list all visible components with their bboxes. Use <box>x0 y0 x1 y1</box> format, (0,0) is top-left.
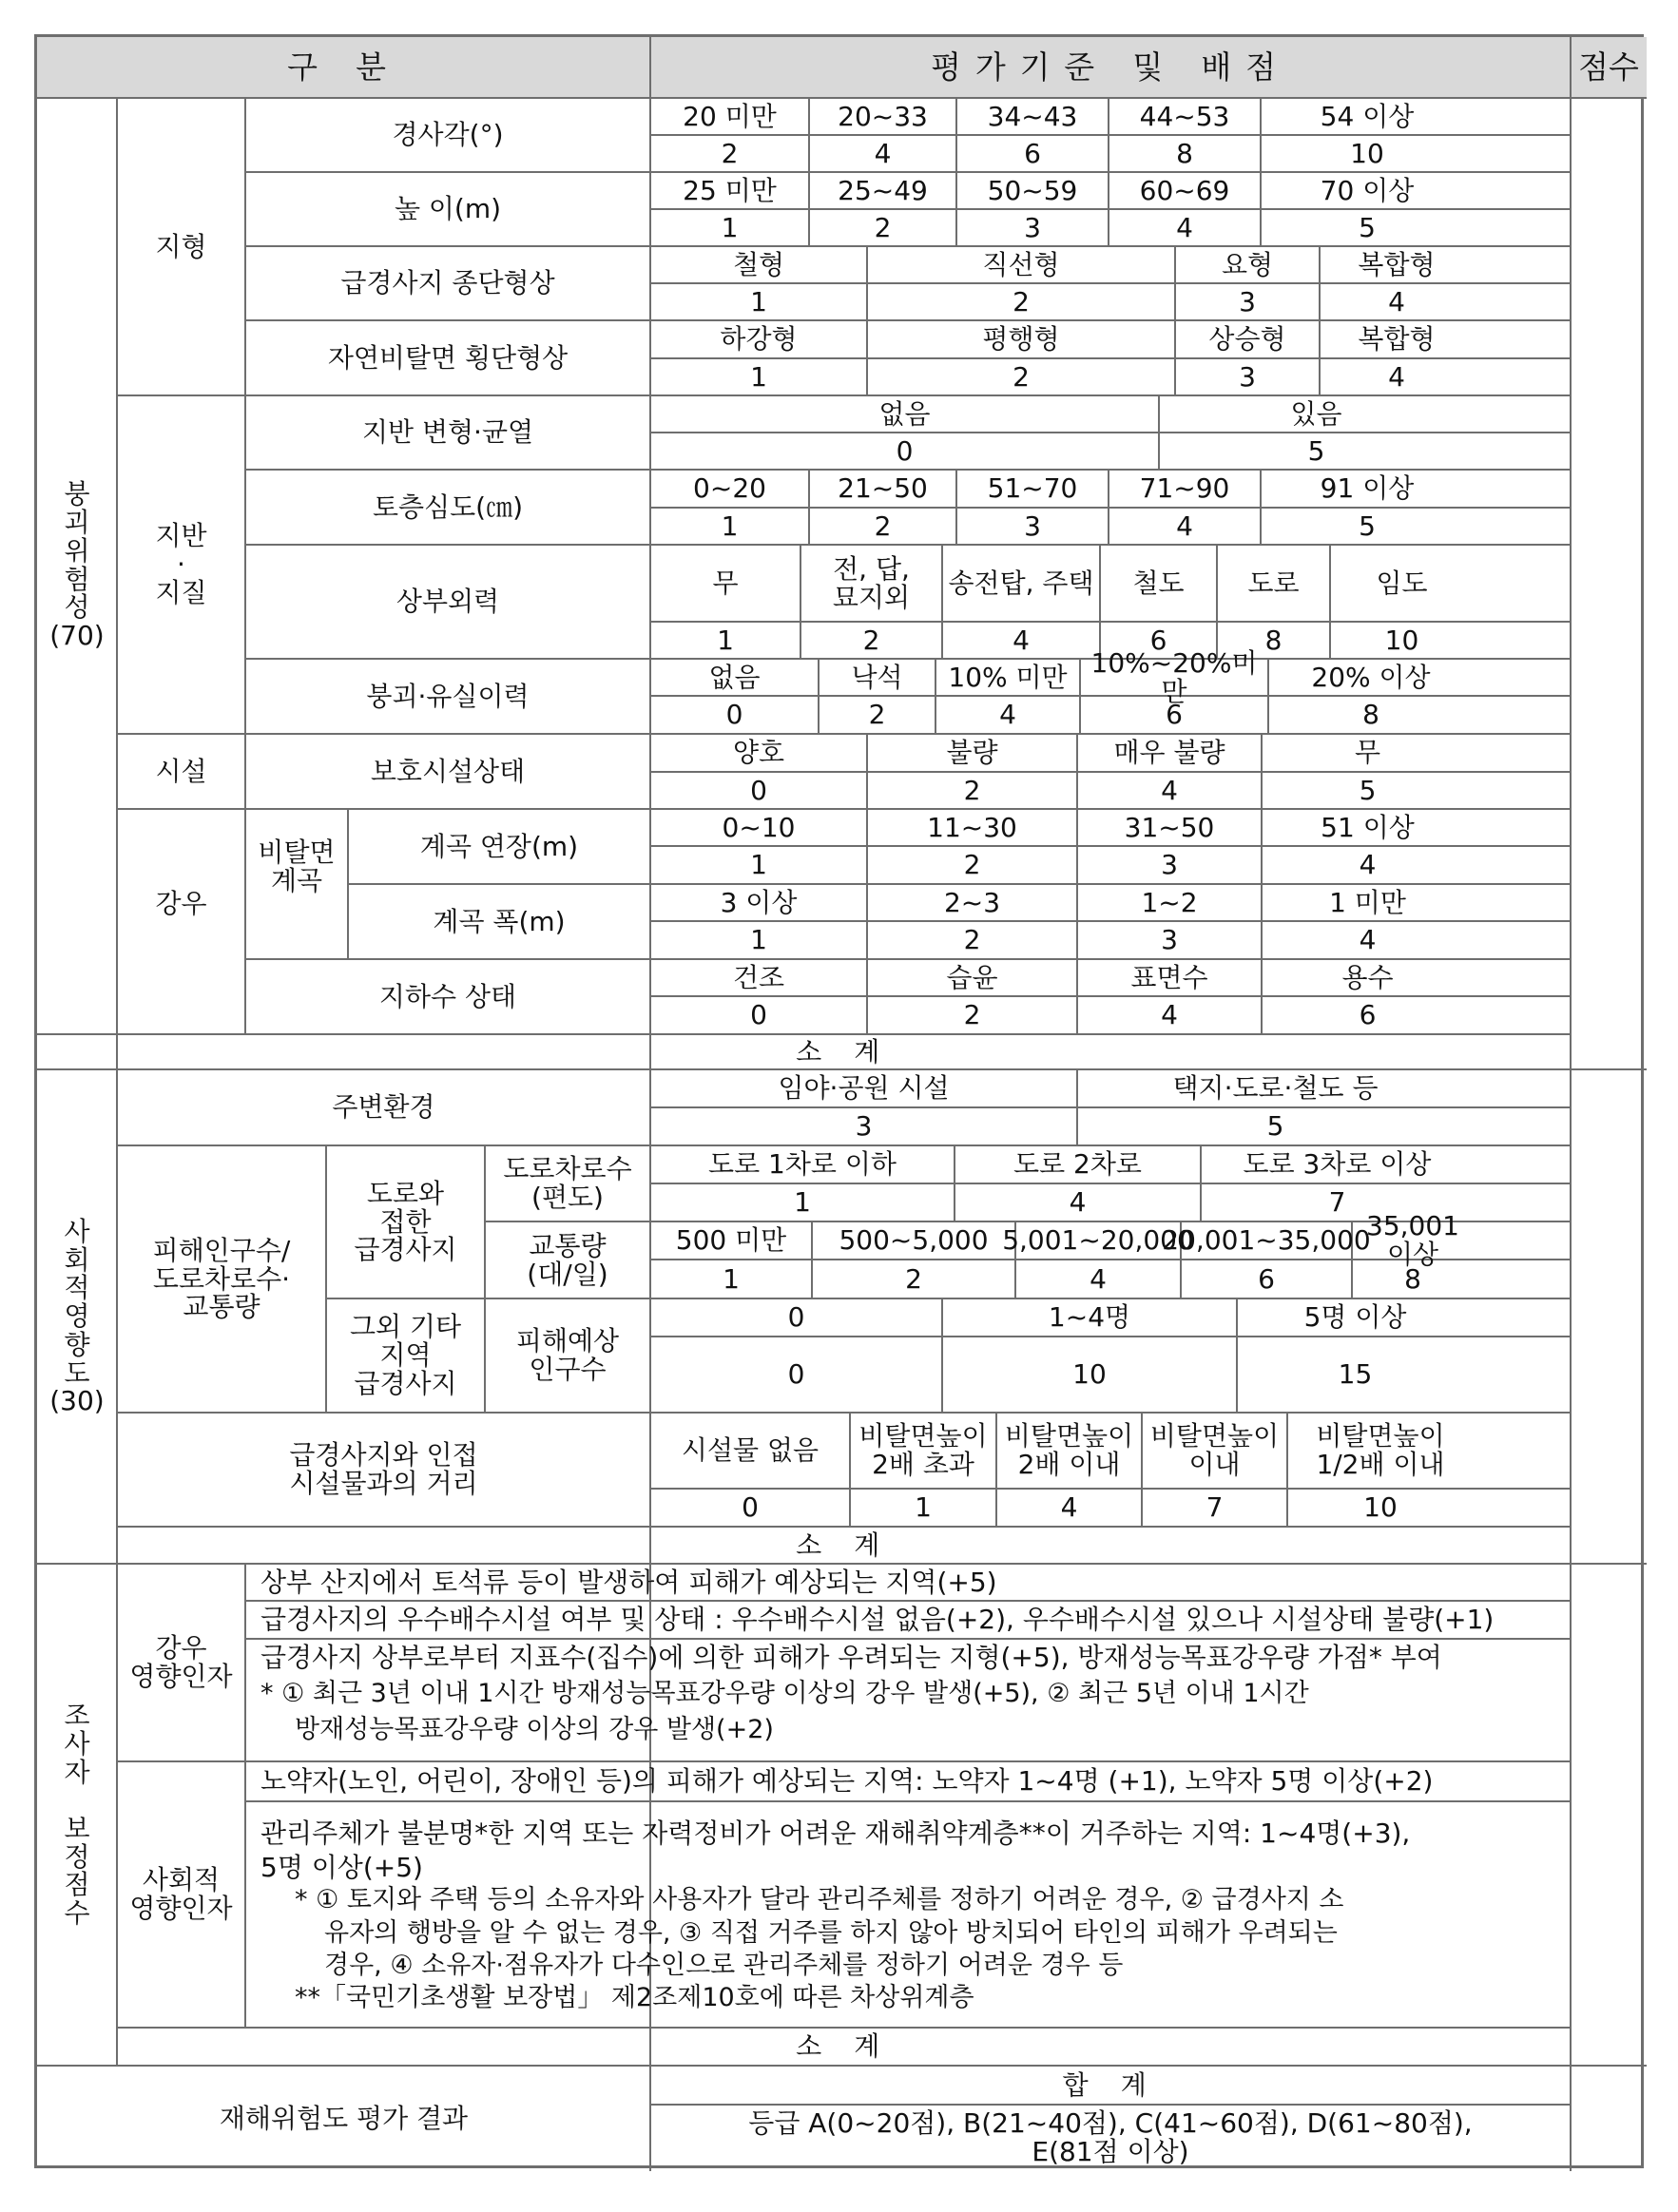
soil-depth-score: 4 <box>1176 510 1193 542</box>
social-factor-item: 5명 이상(+5) <box>260 1851 423 1883</box>
road-lanes-score: 7 <box>1328 1186 1346 1219</box>
risk-evaluation-sheet <box>34 34 1644 2168</box>
expected-population-option: 0 <box>787 1301 805 1334</box>
transverse-score: 2 <box>1013 360 1030 393</box>
rain-factor-item: 상부 산지에서 토석류 등이 발생하여 피해가 예상되는 지역(+5) <box>260 1566 997 1598</box>
height-option: 70 이상 <box>1320 174 1415 206</box>
soil-depth-label: 토층심도(㎝) <box>372 490 524 523</box>
social-impact-title: 사 회 적 영 향 도 (30) <box>49 1216 105 1417</box>
evaluation-result-label: 재해위험도 평가 결과 <box>219 2102 469 2134</box>
road-lanes-score: 1 <box>794 1186 811 1219</box>
road-lanes-option: 도로 2차로 <box>1013 1148 1142 1181</box>
social-factor-item: 관리주체가 불분명*한 지역 또는 자력정비가 어려운 재해취약계층**이 거주하는 지역: 1~4명(+3), <box>260 1818 1411 1850</box>
valley-width-score: 2 <box>963 924 981 956</box>
damage-population-label: 피해인구수/ 도로차로수· 교통량 <box>152 1234 291 1323</box>
traffic-score: 6 <box>1258 1262 1275 1295</box>
valley-length-score: 4 <box>1359 849 1377 881</box>
external-force-option: 송전탑, 주택 <box>948 567 1094 599</box>
road-lanes-option: 도로 3차로 이상 <box>1243 1148 1432 1181</box>
transverse-option: 평행형 <box>982 323 1060 356</box>
external-force-option: 임도 <box>1376 567 1428 599</box>
groundwater-option: 습윤 <box>946 961 998 993</box>
facility-distance-option: 비탈면높이 2배 이내 <box>1004 1420 1134 1480</box>
protection-facility-option: 양호 <box>732 737 785 769</box>
social-subtotal: 소 계 <box>796 1529 892 1561</box>
facility-distance-option: 비탈면높이 2배 초과 <box>858 1420 988 1480</box>
groundwater-score: 4 <box>1161 999 1178 1031</box>
transverse-score: 4 <box>1388 360 1405 393</box>
deformation-score: 0 <box>896 434 914 467</box>
traffic-score: 4 <box>1090 1262 1107 1295</box>
height-option: 25 미만 <box>683 174 777 206</box>
facility-distance-score: 0 <box>742 1491 759 1524</box>
expected-population-label: 피해예상 인구수 <box>515 1325 620 1385</box>
groundwater-option: 건조 <box>732 961 785 993</box>
protection-facility-score: 2 <box>963 774 981 806</box>
collapse-history-score: 2 <box>868 699 886 731</box>
slope-option: 34~43 <box>987 100 1078 132</box>
environment-score: 5 <box>1266 1110 1284 1143</box>
expected-population-option: 1~4명 <box>1048 1301 1131 1334</box>
collapse-history-score: 6 <box>1166 699 1183 731</box>
height-score: 3 <box>1024 211 1041 243</box>
soil-depth-option: 51~70 <box>987 472 1078 505</box>
height-option: 60~69 <box>1139 174 1230 206</box>
transverse-option: 하강형 <box>720 323 798 356</box>
social-factor-note: **「국민기초생활 보장법」 제2조제10호에 따른 차상위계층 <box>295 1982 974 2012</box>
expected-population-option: 5명 이상 <box>1303 1301 1407 1334</box>
height-score: 1 <box>721 211 739 243</box>
social-factor-label: 사회적 영향인자 <box>129 1864 233 1924</box>
transverse-option: 상승형 <box>1208 323 1286 356</box>
groundwater-option: 용수 <box>1341 961 1394 993</box>
soil-depth-score: 5 <box>1359 510 1376 542</box>
collapse-history-option: 20% 이상 <box>1311 661 1431 693</box>
result-grades: 등급 A(0~20점), B(21~40점), C(41~60점), D(61~80점), E(81점 이상) <box>748 2107 1473 2167</box>
rain-factor-item: 급경사지 상부로부터 지표수(집수)에 의한 피해가 우려되는 지형(+5), 방재성능목표강우량 가점* 부여 <box>260 1641 1442 1673</box>
height-label: 높 이(m) <box>394 193 502 225</box>
external-force-option: 도로 <box>1247 567 1300 599</box>
protection-facility-option: 무 <box>1354 737 1381 769</box>
longitudinal-option: 요형 <box>1221 248 1274 280</box>
slope-score: 4 <box>874 137 892 169</box>
social-factor-note: * ① 토지와 주택 등의 소유자와 사용자가 달라 관리주체를 정하기 어려운 경우, ② 급경사지 소 <box>295 1885 1344 1915</box>
facility-label: 시설 <box>155 755 207 787</box>
slope-option: 54 이상 <box>1320 100 1415 132</box>
groundwater-score: 2 <box>963 999 981 1031</box>
facility-distance-score: 4 <box>1060 1491 1078 1524</box>
valley-length-score: 3 <box>1161 849 1178 881</box>
collapse-history-option: 10%~20%미만 <box>1090 646 1258 707</box>
height-score: 2 <box>874 211 892 243</box>
valley-width-label: 계곡 폭(m) <box>433 905 566 937</box>
rain-label: 강우 <box>155 888 207 920</box>
social-factor-item: 노약자(노인, 어린이, 장애인 등)의 피해가 예상되는 지역: 노약자 1~4명 (+1), 노약자 5명 이상(+2) <box>260 1765 1434 1798</box>
external-force-score: 2 <box>862 624 880 656</box>
traffic-option: 5,001~20,000 <box>1002 1224 1194 1257</box>
traffic-option: 500 미만 <box>675 1224 787 1257</box>
collapse-history-score: 8 <box>1362 699 1379 731</box>
valley-length-score: 2 <box>963 849 981 881</box>
soil-depth-option: 0~20 <box>693 472 766 505</box>
protection-facility-option: 불량 <box>946 737 998 769</box>
road-lanes-score: 4 <box>1069 1186 1087 1219</box>
rain-factor-note: * ① 최근 3년 이내 1시간 방재성능목표강우량 이상의 강우 발생(+5), ② 최근 5년 이내 1시간 <box>260 1678 1309 1708</box>
external-force-option: 철도 <box>1132 567 1185 599</box>
groundwater-option: 표면수 <box>1130 961 1208 993</box>
height-score: 4 <box>1176 211 1193 243</box>
traffic-option: 20,001~35,000 <box>1162 1224 1371 1257</box>
longitudinal-score: 4 <box>1388 285 1405 317</box>
soil-depth-score: 2 <box>874 510 892 542</box>
valley-width-option: 2~3 <box>943 886 1001 918</box>
facility-distance-score: 1 <box>915 1491 932 1524</box>
protection-facility-score: 0 <box>750 774 767 806</box>
expected-population-score: 0 <box>787 1358 805 1391</box>
expected-population-score: 10 <box>1072 1358 1107 1391</box>
deformation-option: 있음 <box>1290 397 1342 430</box>
evaluation-table <box>37 37 1647 2171</box>
slope-option: 20~33 <box>838 100 928 132</box>
environment-label: 주변환경 <box>332 1091 435 1124</box>
traffic-option: 35,001 이상 <box>1366 1210 1459 1270</box>
slope-score: 6 <box>1024 137 1041 169</box>
facility-distance-label: 급경사지와 인접 시설물과의 거리 <box>289 1439 478 1499</box>
external-force-option: 무 <box>712 567 739 599</box>
transverse-option: 복합형 <box>1358 323 1436 356</box>
groundwater-score: 0 <box>750 999 767 1031</box>
header-score: 점수 <box>1578 48 1639 86</box>
valley-length-option: 31~50 <box>1124 811 1215 843</box>
social-factor-note: 경우, ④ 소유자·점유자가 다수인으로 관리주체를 정하기 어려운 경우 등 <box>324 1950 1124 1980</box>
facility-distance-option: 비탈면높이 1/2배 이내 <box>1316 1420 1445 1480</box>
external-force-score: 8 <box>1264 624 1283 656</box>
external-force-score: 4 <box>1013 624 1030 656</box>
transverse-score: 1 <box>750 360 767 393</box>
collapse-subtotal: 소 계 <box>796 1035 892 1068</box>
external-force-option: 전, 답, 묘지외 <box>832 552 911 613</box>
longitudinal-score: 2 <box>1013 285 1030 317</box>
longitudinal-option: 철형 <box>732 248 785 280</box>
other-region-slope-label: 그외 기타 지역 급경사지 <box>349 1311 462 1399</box>
longitudinal-shape-label: 급경사지 종단형상 <box>340 267 555 299</box>
longitudinal-score: 1 <box>750 285 767 317</box>
external-force-label: 상부외력 <box>395 586 500 618</box>
traffic-score: 8 <box>1404 1262 1421 1295</box>
valley-width-option: 1 미만 <box>1329 886 1406 918</box>
external-force-score: 6 <box>1149 624 1167 656</box>
deformation-option: 없음 <box>878 397 931 430</box>
collapse-history-score: 4 <box>999 699 1016 731</box>
collapse-history-score: 0 <box>725 699 743 731</box>
height-option: 50~59 <box>987 174 1078 206</box>
collapse-risk-title: 붕 괴 위 험 성 (70) <box>49 478 105 651</box>
road-adjacent-slope-label: 도로와 접한 급경사지 <box>354 1177 457 1266</box>
correction-score-title: 조 사 자 보 정 점 수 <box>64 1700 90 1930</box>
valley-width-score: 1 <box>750 924 767 956</box>
soil-depth-score: 1 <box>721 510 739 542</box>
slope-valley-label: 비탈면 계곡 <box>258 836 336 896</box>
traffic-score: 2 <box>905 1262 922 1295</box>
social-factor-note: 유자의 행방을 알 수 없는 경우, ③ 직접 거주를 하지 않아 방치되어 타인의 피해가 우려되는 <box>324 1917 1338 1948</box>
transverse-shape-label: 자연비탈면 횡단형상 <box>327 341 569 374</box>
slope-score: 2 <box>721 137 739 169</box>
rain-factor-label: 강우 영향인자 <box>129 1632 233 1692</box>
groundwater-score: 6 <box>1359 999 1377 1031</box>
valley-length-option: 0~10 <box>722 811 796 843</box>
facility-distance-score: 7 <box>1205 1491 1224 1524</box>
valley-width-option: 1~2 <box>1141 886 1198 918</box>
ground-label: 지반 · 지질 <box>155 520 207 608</box>
deformation-label: 지반 변형·균열 <box>361 416 534 449</box>
environment-option: 택지·도로·철도 등 <box>1172 1072 1379 1105</box>
slope-option: 44~53 <box>1139 100 1230 132</box>
traffic-label: 교통량 (대/일) <box>527 1229 608 1290</box>
rain-factor-item: 급경사지의 우수배수시설 여부 및 상태 : 우수배수시설 없음(+2), 우수배수시설 있으나 시설상태 불량(+1) <box>260 1604 1495 1636</box>
protection-facility-label: 보호시설상태 <box>370 755 526 787</box>
valley-width-score: 4 <box>1359 924 1377 956</box>
collapse-history-option: 낙석 <box>851 661 903 693</box>
environment-score: 3 <box>855 1110 873 1143</box>
collapse-history-option: 없음 <box>708 661 761 693</box>
facility-distance-option: 비탈면높이 이내 <box>1149 1420 1280 1480</box>
road-lanes-label: 도로차로수 (편도) <box>503 1153 632 1213</box>
protection-facility-score: 4 <box>1161 774 1178 806</box>
valley-width-score: 3 <box>1161 924 1178 956</box>
slope-score: 8 <box>1176 137 1193 169</box>
valley-length-score: 1 <box>750 849 767 881</box>
header-category: 구 분 <box>287 48 400 86</box>
groundwater-label: 지하수 상태 <box>378 980 517 1012</box>
traffic-score: 1 <box>723 1262 740 1295</box>
soil-depth-option: 21~50 <box>838 472 928 505</box>
facility-distance-score: 10 <box>1363 1491 1398 1524</box>
height-score: 5 <box>1359 211 1376 243</box>
transverse-score: 3 <box>1239 360 1256 393</box>
traffic-option: 500~5,000 <box>839 1224 989 1257</box>
terrain-label: 지형 <box>155 230 207 262</box>
external-force-score: 1 <box>717 624 734 656</box>
road-lanes-option: 도로 1차로 이하 <box>708 1148 897 1181</box>
slope-score: 10 <box>1350 137 1384 169</box>
environment-option: 임야·공원 시설 <box>778 1072 950 1105</box>
header-criteria: 평가기준 및 배점 <box>931 48 1290 86</box>
collapse-history-label: 붕괴·유실이력 <box>366 680 530 712</box>
longitudinal-option: 복합형 <box>1358 248 1436 280</box>
rain-factor-note: 방재성능목표강우량 이상의 강우 발생(+2) <box>295 1714 774 1744</box>
valley-width-option: 3 이상 <box>720 886 798 918</box>
protection-facility-score: 5 <box>1359 774 1377 806</box>
valley-length-option: 11~30 <box>927 811 1017 843</box>
longitudinal-option: 직선형 <box>982 248 1060 280</box>
valley-length-label: 계곡 연장(m) <box>419 830 579 862</box>
collapse-history-option: 10% 미만 <box>948 661 1068 693</box>
soil-depth-option: 71~90 <box>1139 472 1230 505</box>
slope-label: 경사각(°) <box>392 119 504 151</box>
expected-population-score: 15 <box>1338 1358 1373 1391</box>
valley-length-option: 51 이상 <box>1321 811 1415 843</box>
correction-subtotal: 소 계 <box>796 2030 892 2063</box>
result-total: 합 계 <box>1062 2068 1159 2101</box>
slope-option: 20 미만 <box>683 100 777 132</box>
soil-depth-option: 91 이상 <box>1320 472 1415 505</box>
longitudinal-score: 3 <box>1239 285 1256 317</box>
protection-facility-option: 매우 불량 <box>1113 737 1225 769</box>
deformation-score: 5 <box>1307 434 1325 467</box>
facility-distance-option: 시설물 없음 <box>681 1434 820 1467</box>
height-option: 25~49 <box>838 174 928 206</box>
external-force-score: 10 <box>1384 624 1419 656</box>
soil-depth-score: 3 <box>1024 510 1041 542</box>
